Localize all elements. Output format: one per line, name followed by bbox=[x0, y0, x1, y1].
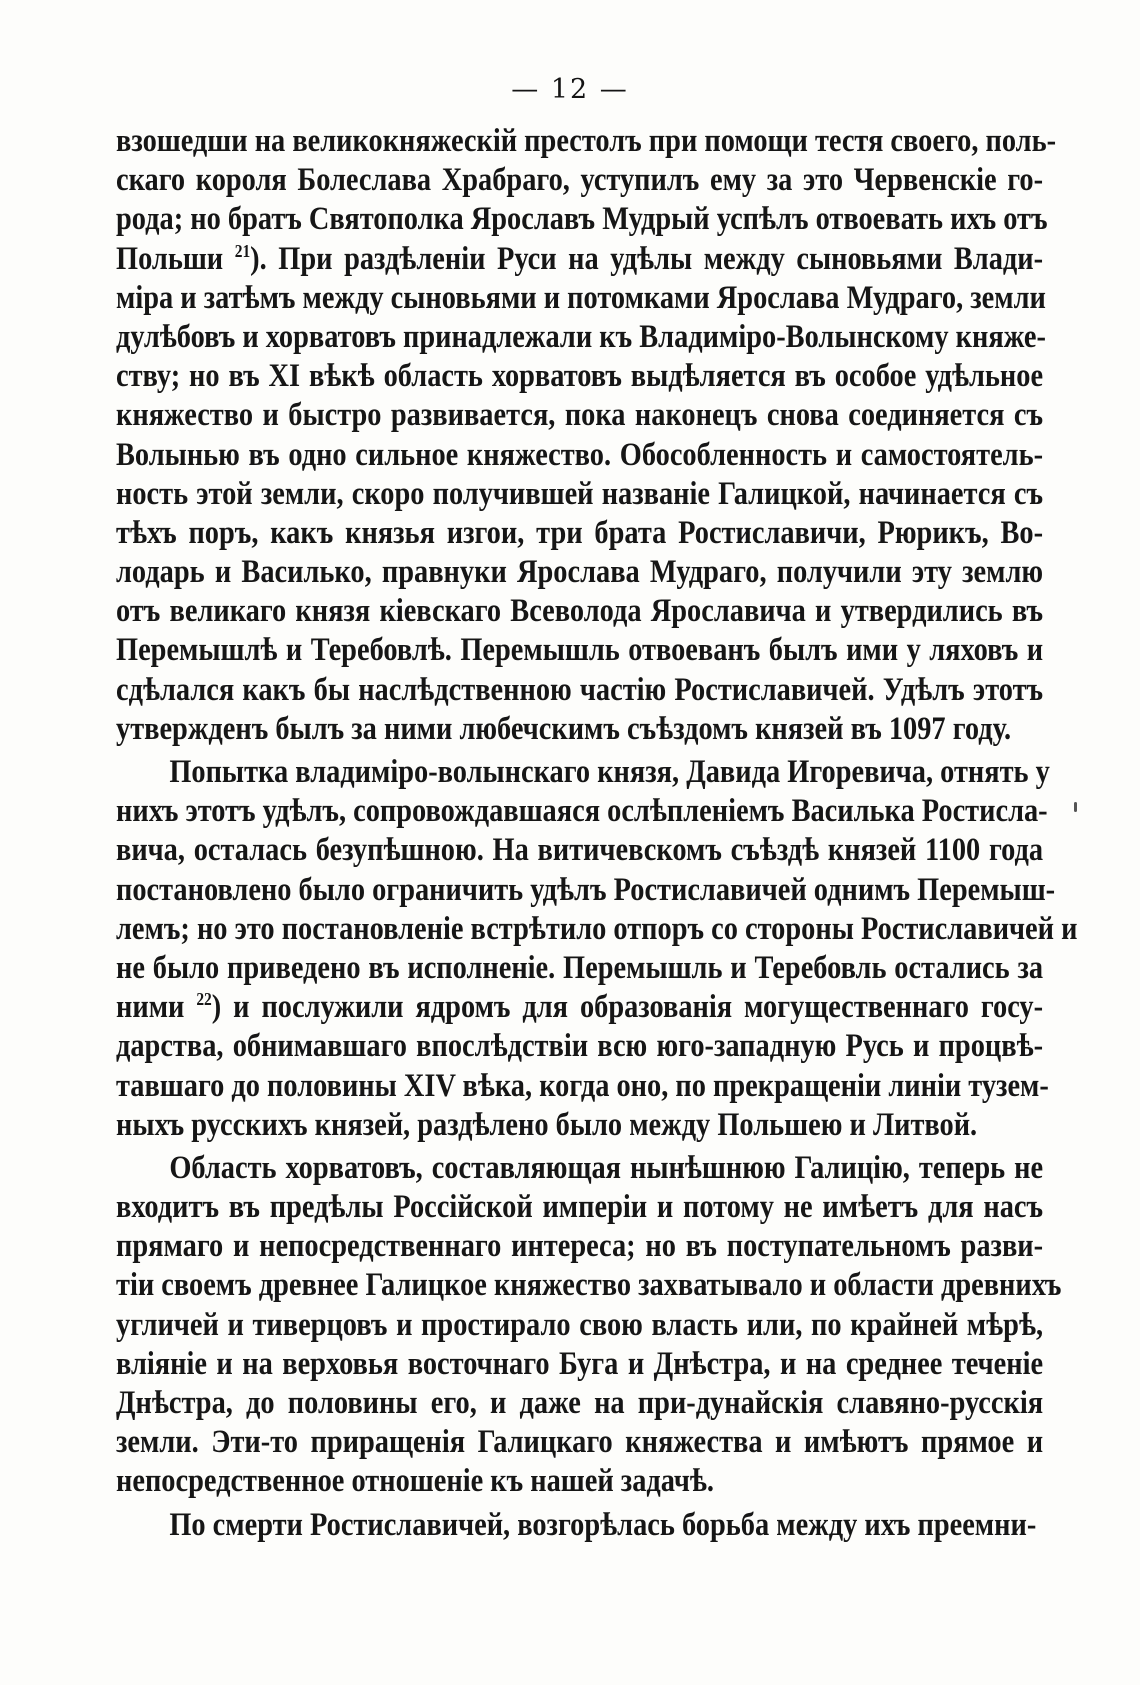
text-line: тѣхъ поръ, какъ князья изгои, три брата Ростиславичи, Рюрикъ, Во- bbox=[116, 514, 1044, 551]
text-line: міра и затѣмъ между сыновьями и потомками Ярослава Мудраго, земли bbox=[116, 279, 1046, 316]
text-line: рода; но братъ Святополка Ярославъ Мудрый успѣлъ отвоевать ихъ отъ bbox=[116, 201, 1048, 238]
text-line: сдѣлался какъ бы наслѣдственною частію Ростиславичей. Удѣлъ этотъ bbox=[116, 671, 1044, 708]
text-line: Польши $^{21}$). При раздѣленіи Руси на удѣлы между сыновьями Влади- bbox=[116, 240, 1044, 277]
text-line: вича, осталась безупѣшною. На витичевскомъ съѣздѣ князей 1100 года bbox=[116, 832, 1044, 869]
text-line: Днѣстра, до половины его, и даже на при-дунайскія славяно-русскія bbox=[116, 1385, 1044, 1421]
text-line: Область хорватовъ, составляющая нынѣшнюю Галицію, теперь не bbox=[169, 1149, 1044, 1186]
text-line: княжество и быстро развивается, пока наконецъ снова соединяется съ bbox=[116, 397, 1044, 434]
text-line: тавшаго до половины XIV вѣка, когда оно, по прекращеніи линіи тузем- bbox=[116, 1067, 1049, 1104]
text-line: нихъ этотъ удѣлъ, сопровождавшаяся ослѣпленіемъ Василька Ростисла- bbox=[116, 793, 1048, 830]
text-line: дарства, обнимавшаго впослѣдствіи всю юго-западную Русь и процвѣ- bbox=[116, 1028, 1044, 1065]
paragraph-4 bbox=[116, 1506, 1043, 1545]
paragraph-1 bbox=[116, 122, 1057, 749]
text-line: скаго короля Болеслава Храбраго, уступилъ ему за это Червенскіе го- bbox=[116, 162, 1044, 199]
text-line: ность этой земли, скоро получившей названіе Галицкой, начинается съ bbox=[116, 475, 1044, 512]
text-line: земли. Эти-то приращенія Галицкаго княжества и имѣютъ прямое и bbox=[116, 1424, 1044, 1461]
text-line: Волынью въ одно сильное княжество. Обособленность и самостоятель- bbox=[116, 436, 1044, 473]
paragraph-3 bbox=[116, 1149, 1062, 1502]
page-number: — 12 — bbox=[511, 74, 629, 105]
text-line: ними $^{22}$) и послужили ядромъ для образованія могущественнаго госу- bbox=[116, 989, 1044, 1026]
text-line: утвержденъ былъ за ними любечскимъ съѣздомъ князей въ 1097 году. bbox=[116, 710, 1012, 747]
footnote-marker: 22 bbox=[196, 989, 212, 1010]
text-line: По смерти Ростиславичей, возгорѣлась борьба между ихъ преемни- bbox=[169, 1506, 1037, 1543]
footnote-marker: 21 bbox=[234, 240, 251, 261]
body-text bbox=[116, 122, 1078, 1545]
text-line: Перемышлѣ и Теребовлѣ. Перемышль отвоеванъ былъ ими у ляховъ и bbox=[116, 632, 1044, 669]
text-line: постановлено было ограничить удѣлъ Ростиславичей однимъ Перемыш- bbox=[116, 871, 1056, 908]
text-line: непосредственное отношеніе къ нашей задачѣ. bbox=[116, 1463, 714, 1500]
text-line: лемъ; но это постановленіе встрѣтило отпоръ со стороны Ростиславичей и bbox=[116, 910, 1078, 947]
text-line: прямаго и непосредственнаго интереса; но въ поступательномъ разви- bbox=[116, 1228, 1044, 1265]
text-line: отъ великаго князя кіевскаго Всеволода Ярославича и утвердились въ bbox=[116, 593, 1044, 630]
text-line: входитъ въ предѣлы Россійской имперіи и потому не имѣетъ для насъ bbox=[116, 1189, 1044, 1226]
text-line: Попытка владиміро-волынскаго князя, Давида Игоревича, отнять у bbox=[169, 754, 1050, 790]
text-line: ныхъ русскихъ князей, раздѣлено было между Польшею и Литвой. bbox=[116, 1106, 978, 1143]
print-speck bbox=[1074, 802, 1077, 812]
text-line: ству; но въ XI вѣкѣ область хорватовъ выдѣляется въ особое удѣльное bbox=[116, 358, 1044, 395]
text-line: не было приведено въ исполненіе. Перемышль и Теребовль остались за bbox=[116, 949, 1044, 986]
text-line: тіи своемъ древнее Галицкое княжество захватывало и области древнихъ bbox=[116, 1267, 1062, 1304]
text-line: вліяніе и на верховья восточнаго Буга и Днѣстра, и на среднее теченіе bbox=[116, 1345, 1044, 1382]
text-line: дулѣбовъ и хорватовъ принадлежали къ Владиміро-Волынскому княже- bbox=[116, 318, 1046, 355]
paragraph-2 bbox=[116, 753, 1078, 1145]
text-line: угличей и тиверцовъ и простирало свою власть или, по крайней мѣрѣ, bbox=[116, 1306, 1044, 1343]
text-line: взошедши на великокняжескій престолъ при помощи тестя своего, поль- bbox=[116, 123, 1057, 159]
text-line: лодарь и Василько, правнуки Ярослава Мудраго, получили эту землю bbox=[116, 554, 1044, 591]
